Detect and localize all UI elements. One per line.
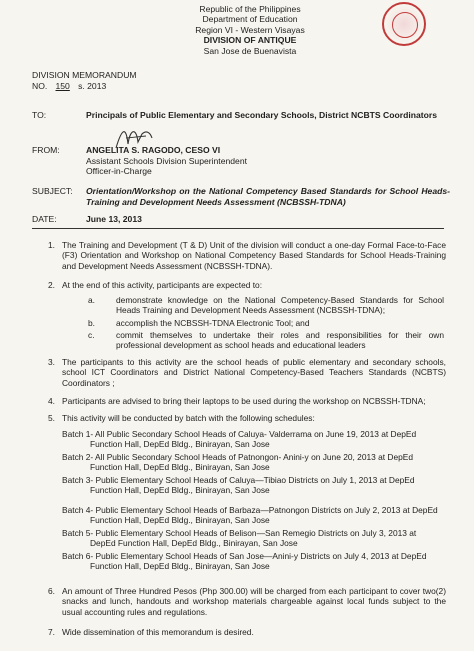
- batch-2: Batch 2- All Public Secondary School Heads of Patnongon- Anini-y on June 20, 2013 at DepEd Function Hall, DepEd Bldg., Binirayan, San Jose: [62, 452, 414, 473]
- header-divider: [32, 228, 444, 229]
- batch-3: Batch 3- Public Elementary School Heads of Caluya—Tibiao Districts on July 1, 2013 at DepEd Function Hall, DepEd Bldg., Binirayan, San Jose: [62, 475, 415, 496]
- date-value: June 13, 2013: [86, 214, 142, 224]
- to-label: TO:: [32, 110, 47, 120]
- letterhead-country: Republic of the Philippines: [199, 4, 301, 14]
- letterhead-department: Department of Education: [202, 14, 298, 25]
- memo-no-label: NO.: [32, 81, 48, 91]
- letterhead: [180, 4, 320, 56]
- memo-title: DIVISION MEMORANDUM: [32, 70, 137, 80]
- from-label: FROM:: [32, 145, 60, 155]
- from-block: [86, 145, 247, 177]
- date-label: DATE:: [32, 214, 57, 224]
- memo-series: s. 2013: [78, 81, 107, 91]
- batch-1: Batch 1- All Public Secondary School Heads of Caluya- Valderrama on June 19, 2013 at DepEd Function Hall, DepEd Bldg., Binirayan, San Jose: [62, 429, 417, 450]
- letterhead-region: Region VI - Western Visayas: [195, 24, 305, 35]
- batch-5: Batch 5- Public Elementary School Heads of Belison—San Remegio Districts on July 3, 2013 at DepEd Function Hall, DepEd Bldg., Binirayan, San Jose: [62, 528, 417, 549]
- letterhead-division: DIVISION OF ANTIQUE: [203, 35, 297, 46]
- letterhead-location: San Jose de Buenavista: [203, 45, 297, 56]
- memo-no-value: 150: [55, 81, 70, 91]
- from-role: Officer-in-Charge: [86, 166, 152, 177]
- batch-6: Batch 6- Public Elementary School Heads of San Jose—Anini-y Districts on July 4, 2013 at DepEd Function Hall, DepEd Bldg., Binirayan, San Jose: [62, 551, 427, 572]
- subject-value: Orientation/Workshop on the National Competency Based Standards for School Heads-Training and Development Needs Assessment (NCBSSH-TDNA): [86, 186, 450, 207]
- from-title: Assistant Schools Division Superintendent: [86, 155, 247, 166]
- subject-label: SUBJECT:: [32, 186, 73, 196]
- memo-number-block: [32, 70, 137, 92]
- deped-seal-icon: [382, 2, 426, 46]
- memorandum-page: Republic of the Philippines Department of Education Region VI - Western Visayas DIVISION OF ANTIQUE San Jose de Buenavista DIVISION MEMORANDUM NO. 150 s. 2013 TO: Principals of Public Elementary and Secondary Schools, District NCBTS Coordinators FROM: ANGELITA S. RAGODO, CESO VI Assistant Schools Division Superintendent Officer-in-Charge SUBJECT: Orientation/Workshop on the National Competency Based Standards for School Heads-Training and Development Needs Assessment (NCBSSH-TDNA) DATE: June 13, 2013 1. The Training and Development (T & D) Unit of the division will conduct a one-day Formal Face-to-Face (F3) Orientation and Workshop on National Competency Based Standards for School Heads-Training and Development Needs Assessment (NCBSSH-TDNA). 2. At the end of this activity, participants are expected to: a. demonstrate knowledge on the National Competency-Based Standards for School Heads Training and Development Needs Assessment (NCBSSH-TDNA); b. accomplish the NCBSSH-TDNA Electronic Tool; and c. commit themselves to undertake their roles and responsibilities for their own professional development as school heads and educational leaders 3. The participants to this activity are the school heads of public elementary and secondary schools, school ICT Coordinators and District National Competency-Based Teachers Standards (NCBTS) Coordinators ; 4. Participants are advised to bring their laptops to be used during the workshop on NCBSSH-TDNA; 5. This activity will be conducted by batch with the following schedules: Batch 1- All Public Secondary School Heads of Caluya- Valderrama on June 19, 2013 at DepEd Function Hall, DepEd Bldg., Binirayan, San Jose Batch 2- All Public Secondary School Heads of Patnongon- Anini-y on June 20, 2013 at DepEd Function Hall, DepEd Bldg., Binirayan, San Jose Batch 3- Public Elementary School Heads of Caluya—Tibiao Districts on July 1, 2013 at DepEd Function Hall, DepEd Bldg., Binirayan, San Jose Batch 4- Public Elementary School Heads of Barbaza—Patnongon Districts on July 2, 2013 at DepEd Function Hall, DepEd Bldg., Binirayan, San Jose Batch 5- Public Elementary School Heads of Belison—San Remegio Districts on July 3, 2013 at DepEd Function Hall, DepEd Bldg., Binirayan, San Jose Batch 6- Public Elementary School Heads of San Jose—Anini-y Districts on July 4, 2013 at DepEd Function Hall, DepEd Bldg., Binirayan, San Jose 6. An amount of Three Hundred Pesos (Php 300.00) will be charged from each participant to cover two(2) snacks and lunch, handouts and workshop materials chargeable against local funds subject to the usual accounting rules and regulations. 7. Wide dissemination of this memorandum is desired.: [0, 0, 474, 651]
- from-name: ANGELITA S. RAGODO, CESO VI: [86, 145, 221, 155]
- to-value: Principals of Public Elementary and Secondary Schools, District NCBTS Coordinators: [86, 110, 437, 120]
- batch-4: Batch 4- Public Elementary School Heads of Barbaza—Patnongon Districts on July 2, 2013 at DepEd Function Hall, DepEd Bldg., Binirayan, San Jose: [62, 505, 438, 526]
